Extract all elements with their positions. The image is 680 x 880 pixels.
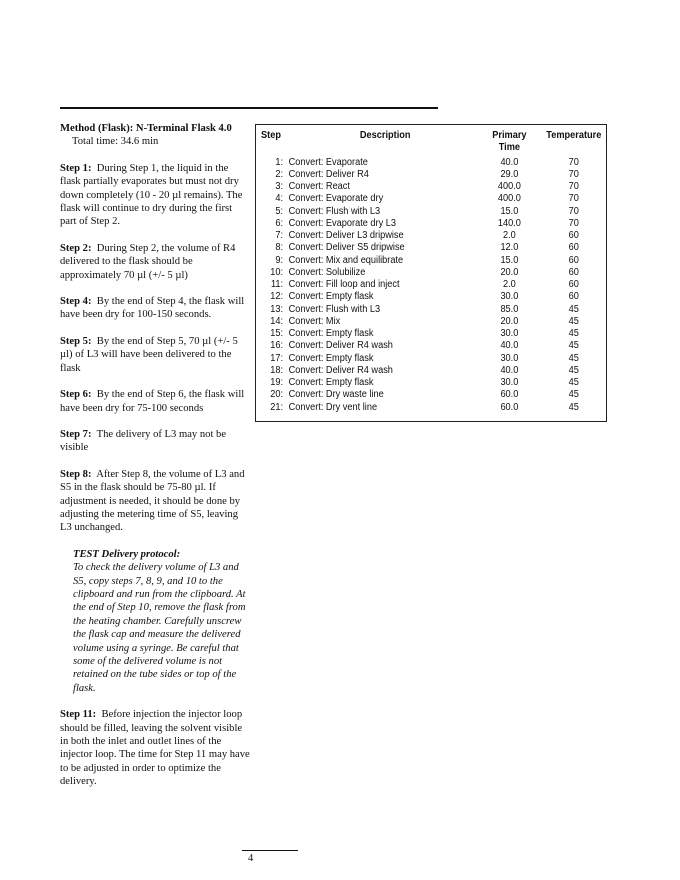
step-note bbox=[60, 162, 250, 229]
footer-rule bbox=[242, 850, 298, 851]
table-row bbox=[261, 242, 611, 254]
cell-primary-time: 40.0 bbox=[500, 340, 519, 352]
cell-description: Convert: Mix and equilibrate bbox=[288, 254, 404, 266]
step-note-label: Step 1: bbox=[60, 162, 92, 174]
table-row bbox=[261, 365, 611, 377]
cell-primary-time: 85.0 bbox=[500, 303, 519, 315]
cell-step: 2: bbox=[275, 168, 284, 180]
table-row bbox=[261, 291, 611, 303]
cell-primary-time: 40.0 bbox=[500, 156, 519, 168]
cell-temperature: 70 bbox=[568, 205, 579, 217]
cell-description: Convert: Deliver L3 dripwise bbox=[288, 230, 404, 241]
cell-primary-time: 15.0 bbox=[500, 205, 519, 217]
cell-temperature: 45 bbox=[568, 328, 579, 339]
cell-step: 20: bbox=[270, 389, 284, 401]
cell-temperature: 45 bbox=[568, 377, 579, 388]
table-row bbox=[261, 218, 611, 230]
cell-temperature: 70 bbox=[568, 168, 579, 180]
step-note bbox=[60, 388, 250, 415]
cell-step: 15: bbox=[270, 328, 284, 339]
cell-primary-time: 15.0 bbox=[500, 254, 519, 266]
cell-description: Convert: Deliver R4 bbox=[288, 168, 369, 180]
header-step: Step bbox=[261, 130, 281, 141]
step-note-label: Step 6: bbox=[60, 389, 92, 401]
cell-step: 19: bbox=[270, 377, 284, 388]
step-note-label: Step 4: bbox=[60, 296, 92, 308]
cell-temperature: 70 bbox=[568, 217, 579, 229]
step-note bbox=[60, 708, 250, 788]
header-rule bbox=[60, 107, 438, 109]
cell-description: Convert: Empty flask bbox=[288, 328, 374, 339]
cell-temperature: 45 bbox=[568, 364, 579, 376]
cell-primary-time: 60.0 bbox=[500, 401, 519, 413]
page-number: 4 bbox=[248, 853, 254, 864]
cell-step: 1: bbox=[275, 156, 284, 168]
cell-temperature: 60 bbox=[568, 242, 579, 254]
header-primary-line1: Primary bbox=[492, 130, 527, 141]
cell-primary-time: 20.0 bbox=[500, 315, 519, 327]
table-header-row bbox=[261, 130, 611, 157]
test-protocol-title: TEST Delivery protocol: bbox=[73, 548, 181, 560]
step-note-text: During Step 1, the liquid in the flask partially evaporates but must not dry down completely (10 - 20 µl remains). The flask will continue to dry during the first part of Step 2. bbox=[60, 162, 243, 228]
table-row bbox=[261, 279, 611, 291]
cell-description: Convert: Evaporate dry bbox=[288, 193, 384, 205]
cell-step: 10: bbox=[270, 266, 284, 278]
table-row bbox=[261, 193, 611, 205]
cell-primary-time: 29.0 bbox=[500, 168, 519, 180]
cell-description: Convert: Evaporate bbox=[288, 156, 368, 168]
cell-description: Convert: Deliver R4 wash bbox=[288, 364, 393, 376]
step-note-text: Before injection the injector loop should be filled, leaving the solvent visible in both the inlet and outlet lines of the injector loop. The time for Step 11 may have to be adjusted in order to optimize the delivery. bbox=[60, 709, 250, 788]
header-primary-line2: Time bbox=[498, 142, 521, 154]
cell-temperature: 60 bbox=[568, 254, 579, 266]
cell-temperature: 60 bbox=[568, 291, 579, 303]
table-row bbox=[261, 157, 611, 169]
step-note-label: Step 8: bbox=[60, 468, 92, 480]
cell-description: Convert: Mix bbox=[288, 315, 341, 327]
table-row bbox=[261, 402, 611, 414]
table-row bbox=[261, 181, 611, 193]
step-note-text: After Step 8, the volume of L3 and S5 in the flask should be 75-80 µl. If adjustment is needed, it should be done by adjusting the metering time of S5, leaving L3 unchanged. bbox=[60, 468, 245, 534]
method-step-table bbox=[255, 124, 607, 422]
cell-description: Convert: Deliver S5 dripwise bbox=[288, 242, 405, 254]
cell-temperature: 70 bbox=[568, 156, 579, 168]
cell-primary-time: 60.0 bbox=[500, 389, 519, 401]
step-note bbox=[60, 295, 250, 322]
cell-description: Convert: Dry vent line bbox=[288, 401, 378, 413]
cell-description: Convert: Deliver R4 wash bbox=[288, 340, 393, 352]
cell-step: 5: bbox=[275, 205, 284, 217]
step-note-text: By the end of Step 6, the flask will have been dry for 75-100 seconds bbox=[60, 389, 245, 414]
step-note bbox=[60, 428, 250, 455]
step-note bbox=[60, 242, 250, 282]
cell-step: 18: bbox=[270, 364, 284, 376]
cell-step: 8: bbox=[275, 242, 284, 254]
cell-temperature: 45 bbox=[568, 401, 579, 413]
cell-primary-time: 2.0 bbox=[503, 279, 516, 290]
cell-step: 14: bbox=[270, 315, 284, 327]
table-row bbox=[261, 316, 611, 328]
table-row bbox=[261, 353, 611, 365]
method-notes bbox=[60, 122, 250, 789]
cell-step: 9: bbox=[275, 254, 284, 266]
step-note-label: Step 7: bbox=[60, 428, 92, 440]
cell-primary-time: 2.0 bbox=[503, 230, 516, 241]
step-note-text: By the end of Step 4, the flask will have been dry for 100-150 seconds. bbox=[60, 296, 245, 321]
cell-step: 11: bbox=[270, 279, 284, 290]
cell-step: 13: bbox=[270, 303, 284, 315]
cell-description: Convert: Empty flask bbox=[288, 377, 374, 388]
header-temperature: Temperature bbox=[546, 130, 602, 141]
step-note-text: The delivery of L3 may not be visible bbox=[60, 428, 227, 454]
cell-description: Convert: Solubilize bbox=[288, 266, 366, 278]
cell-primary-time: 40.0 bbox=[500, 364, 519, 376]
step-note-label: Step 11: bbox=[60, 709, 97, 721]
cell-temperature: 45 bbox=[568, 315, 579, 327]
table-row bbox=[261, 377, 611, 389]
cell-description: Convert: Flush with L3 bbox=[288, 205, 381, 217]
table-row bbox=[261, 267, 611, 279]
step-note-label: Step 5: bbox=[60, 335, 92, 347]
cell-temperature: 45 bbox=[568, 389, 579, 401]
cell-description: Convert: Evaporate dry L3 bbox=[288, 217, 396, 229]
cell-step: 3: bbox=[275, 181, 284, 192]
cell-step: 16: bbox=[270, 340, 284, 352]
cell-primary-time: 30.0 bbox=[500, 328, 519, 339]
cell-temperature: 60 bbox=[568, 266, 579, 278]
cell-primary-time: 20.0 bbox=[500, 266, 519, 278]
cell-description: Convert: Empty flask bbox=[288, 352, 374, 364]
table-row bbox=[261, 328, 611, 340]
cell-step: 6: bbox=[275, 217, 284, 229]
cell-step: 17: bbox=[270, 352, 284, 364]
table-row bbox=[261, 169, 611, 181]
cell-step: 7: bbox=[275, 230, 284, 241]
table-row bbox=[261, 304, 611, 316]
step-note-text: During Step 2, the volume of R4 delivered to the flask should be approximately 70 µl (+/- 5 µl) bbox=[60, 242, 236, 281]
cell-temperature: 60 bbox=[568, 279, 579, 290]
cell-primary-time: 30.0 bbox=[500, 352, 519, 364]
cell-description: Convert: React bbox=[288, 181, 350, 192]
cell-primary-time: 140.0 bbox=[497, 217, 521, 229]
table-row bbox=[261, 340, 611, 352]
cell-temperature: 70 bbox=[568, 181, 579, 192]
step-note-label: Step 2: bbox=[60, 242, 92, 254]
cell-step: 12: bbox=[270, 291, 284, 303]
step-note bbox=[60, 468, 250, 535]
cell-step: 21: bbox=[270, 401, 284, 413]
cell-primary-time: 12.0 bbox=[500, 242, 519, 254]
cell-primary-time: 400.0 bbox=[497, 193, 521, 205]
cell-temperature: 45 bbox=[568, 303, 579, 315]
cell-step: 4: bbox=[275, 193, 284, 205]
cell-temperature: 60 bbox=[568, 230, 579, 241]
cell-primary-time: 30.0 bbox=[500, 291, 519, 303]
header-primary-time bbox=[482, 130, 537, 157]
cell-description: Convert: Empty flask bbox=[288, 291, 374, 303]
cell-primary-time: 30.0 bbox=[500, 377, 519, 388]
method-title: Method (Flask): N-Terminal Flask 4.0 bbox=[60, 123, 232, 134]
cell-description: Convert: Flush with L3 bbox=[288, 303, 381, 315]
cell-temperature: 45 bbox=[568, 352, 579, 364]
cell-description: Convert: Dry waste line bbox=[288, 389, 384, 401]
cell-temperature: 45 bbox=[568, 340, 579, 352]
test-protocol bbox=[60, 548, 250, 695]
cell-description: Convert: Fill loop and inject bbox=[288, 279, 400, 290]
step-note-text: By the end of Step 5, 70 µl (+/- 5 µl) of L3 will have been delivered to the flask bbox=[60, 335, 238, 374]
table-row bbox=[261, 389, 611, 401]
cell-primary-time: 400.0 bbox=[497, 181, 521, 192]
table-row bbox=[261, 255, 611, 267]
step-note bbox=[60, 335, 250, 375]
table-row bbox=[261, 230, 611, 242]
table-row bbox=[261, 206, 611, 218]
test-protocol-text: To check the delivery volume of L3 and S5, copy steps 7, 8, 9, and 10 to the clipboard and run from the clipboard. At the end of Step 10, remove the flask from the heating chamber. Carefully unscrew the flask cap and measure the delivered volume using a syringe. Be careful that some of the delivered volume is not retained on the tube sides or top of the flask. bbox=[73, 562, 246, 694]
cell-temperature: 70 bbox=[568, 193, 579, 205]
header-description: Description bbox=[359, 130, 411, 141]
total-time: Total time: 34.6 min bbox=[72, 136, 159, 148]
